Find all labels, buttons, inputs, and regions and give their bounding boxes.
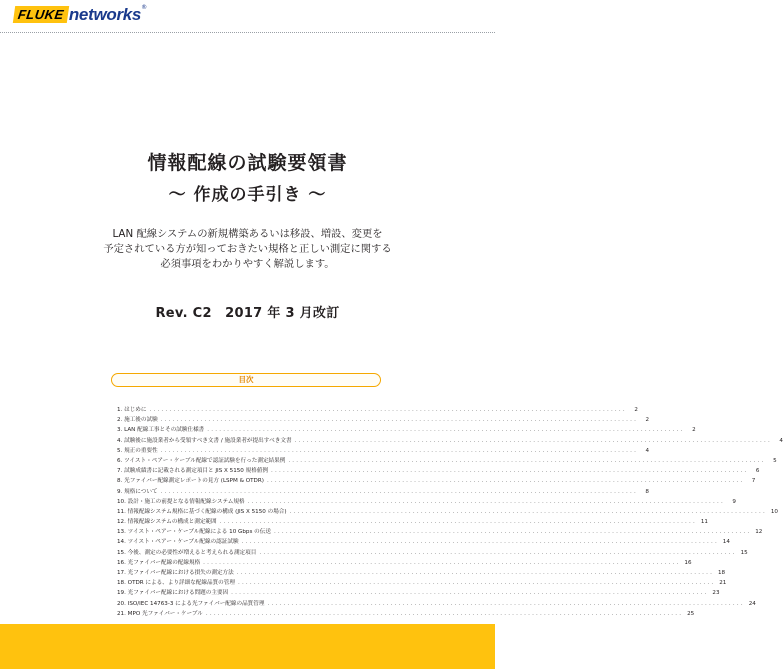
- toc-entry[interactable]: [117, 548, 748, 558]
- toc-entry-title: 12. 情報配線システムの構成と測定範囲: [117, 519, 217, 526]
- toc-entry-title: 16. 光ファイバー配線の配線規格: [117, 559, 201, 566]
- toc-entry[interactable]: [117, 425, 696, 435]
- document-title: 情報配線の試験要領書: [147, 152, 348, 174]
- toc-leader-dots: ........................................................................................................................: [266, 478, 745, 485]
- toc-entry-page: 2: [645, 417, 650, 424]
- logo-networks-wordmark: networks: [68, 4, 142, 24]
- toc-entry-title: 1. はじめに: [117, 407, 147, 413]
- revision-label: Rev. C2 2017 年 3 月改訂: [155, 306, 340, 321]
- toc-leader-dots: ........................................................................................................................: [207, 427, 685, 434]
- toc-entry-page: 23: [712, 590, 720, 597]
- toc-entry[interactable]: [117, 497, 736, 507]
- toc-entry-page: 8: [645, 488, 649, 495]
- toc-entry-title: 3. LAN 配線工事とその試験仕様書: [117, 427, 205, 434]
- toc-entry-page: 24: [748, 600, 756, 607]
- toc-entry-page: 21: [719, 580, 727, 587]
- document-description: [0, 227, 495, 272]
- toc-entry[interactable]: [117, 568, 726, 578]
- table-of-contents: [117, 405, 783, 619]
- toc-leader-dots: ........................................................................................................................: [241, 539, 719, 546]
- toc-entry[interactable]: [117, 588, 720, 598]
- toc-entry[interactable]: [117, 599, 756, 609]
- toc-heading: 目次: [238, 375, 254, 384]
- toc-entry[interactable]: [117, 456, 777, 466]
- toc-heading-box: [111, 373, 381, 387]
- toc-entry-title: 5. 規正の重要性: [117, 447, 158, 454]
- toc-entry[interactable]: [117, 487, 649, 497]
- toc-entry-title: 13. ツイスト・ペアー・ケーブル配線による 10 Gbps の伝送: [117, 529, 271, 536]
- toc-entry-page: 10: [770, 508, 778, 515]
- toc-leader-dots: ........................................................................................................................: [259, 549, 737, 556]
- toc-entry[interactable]: [117, 405, 638, 415]
- toc-entry-page: 6: [755, 468, 760, 475]
- toc-entry-page: 12: [755, 529, 763, 536]
- toc-entry-title: 17. 光ファイバー配線における損失の測定方法: [117, 570, 234, 576]
- toc-entry-page: 16: [684, 559, 692, 566]
- footer-band: [0, 624, 495, 669]
- toc-entry-page: 11: [700, 519, 708, 526]
- toc-leader-dots: ........................................................................................................................: [271, 468, 749, 475]
- toc-entry-title: 8. 光ファイバー配線測定レポートの見方 (LSPM & OTDR): [117, 478, 264, 485]
- header-divider: [0, 32, 495, 33]
- toc-leader-dots: ........................................................................................................................: [294, 437, 772, 444]
- toc-entry-page: 25: [687, 610, 695, 617]
- toc-entry-title: 14. ツイスト・ペアー・ケーブル配線の認証試験: [117, 539, 239, 546]
- description-line: 必須事項をわかりやすく解説します。: [160, 258, 335, 270]
- toc-entry[interactable]: [117, 415, 650, 425]
- toc-entry-page: 14: [722, 539, 730, 546]
- toc-entry-page: 18: [717, 570, 726, 576]
- logo-fluke-wordmark: FLUKE: [13, 6, 69, 23]
- toc-entry[interactable]: [117, 446, 650, 456]
- toc-leader-dots: ........................................................................................................................: [247, 498, 725, 505]
- toc-entry[interactable]: [117, 558, 692, 568]
- toc-entry-page: 15: [740, 549, 748, 556]
- toc-entry[interactable]: [117, 537, 730, 547]
- toc-leader-dots: ........................................................................................................................: [289, 508, 767, 515]
- toc-leader-dots: ........................................................................................................................: [273, 529, 752, 536]
- toc-leader-dots: ........................................................................................................................: [205, 610, 684, 617]
- toc-leader-dots: ........................................................................................................................: [203, 559, 681, 566]
- toc-entry-title: 18. OTDR による、より詳細な配線品質の管理: [117, 580, 235, 587]
- toc-entry[interactable]: [117, 466, 760, 476]
- toc-entry-title: 2. 施工後の試験: [117, 417, 158, 424]
- toc-leader-dots: ........................................................................................................................: [231, 590, 709, 597]
- toc-entry-page: 5: [773, 457, 777, 464]
- toc-leader-dots: ........................................................................................................................: [219, 519, 697, 526]
- toc-leader-dots: ........................................................................................................................: [288, 457, 766, 464]
- description-line: 予定されている方が知っておきたい規格と正しい測定に関する: [103, 243, 392, 255]
- toc-entry[interactable]: [117, 527, 763, 537]
- logo-registered-mark: ®: [141, 4, 148, 11]
- description-line: LAN 配線システムの新規構築あるいは移設、増設、変更を: [112, 228, 383, 240]
- toc-entry-page: 9: [732, 498, 736, 505]
- toc-leader-dots: ........................................................................................................................: [236, 570, 715, 576]
- fluke-networks-logo[interactable]: [14, 4, 147, 30]
- toc-entry[interactable]: [117, 507, 778, 517]
- toc-leader-dots: ........................................................................................................................: [267, 600, 745, 607]
- page-header: [0, 0, 495, 38]
- toc-entry-page: 4: [779, 437, 783, 444]
- toc-entry-title: 19. 光ファイバー配線における問題の主要因: [117, 590, 229, 597]
- toc-leader-dots: ........................................................................................................................: [149, 407, 627, 413]
- toc-entry-page: 2: [634, 407, 638, 413]
- toc-entry[interactable]: [117, 436, 783, 446]
- toc-entry[interactable]: [117, 476, 756, 486]
- toc-entry-title: 10. 設計・施工の前提となる情報配線システム規格: [117, 498, 245, 505]
- toc-entry-title: 15. 今後、測定の必要性が増えると考えられる測定項目: [117, 549, 257, 556]
- toc-leader-dots: ........................................................................................................................: [160, 488, 638, 495]
- toc-leader-dots: ........................................................................................................................: [160, 447, 639, 454]
- toc-entry-title: 21. MPO 光ファイバー・ケーブル: [117, 610, 203, 617]
- toc-entry-title: 9. 規格について: [117, 488, 158, 495]
- toc-entry-title: 7. 試験成績書に記載される測定項目と JIS X 5150 規格値例: [117, 468, 269, 475]
- toc-entry[interactable]: [117, 517, 708, 527]
- toc-leader-dots: ........................................................................................................................: [237, 580, 716, 587]
- toc-entry-title: 11. 情報配線システム規格に基づく配線の構成 (JIS X 5150 の場合): [117, 508, 287, 515]
- document-subtitle: ～ 作成の手引き ～: [168, 185, 327, 205]
- toc-leader-dots: ........................................................................................................................: [160, 417, 639, 424]
- toc-entry-page: 2: [692, 427, 696, 434]
- toc-entry-title: 20. ISO/IEC 14763-3 による光ファイバー配線の品質管理: [117, 600, 265, 607]
- toc-entry-title: 6. ツイスト・ペアー・ケーブル配線で認証試験を行った測定結果例: [117, 457, 286, 464]
- toc-entry-page: 7: [751, 478, 756, 485]
- toc-entry[interactable]: [117, 578, 727, 588]
- toc-entry-page: 4: [645, 447, 650, 454]
- toc-entry[interactable]: [117, 609, 695, 619]
- toc-entry-title: 4. 試験後に施設業者から受領すべき文書 / 施設業者が提出すべき文書: [117, 437, 292, 444]
